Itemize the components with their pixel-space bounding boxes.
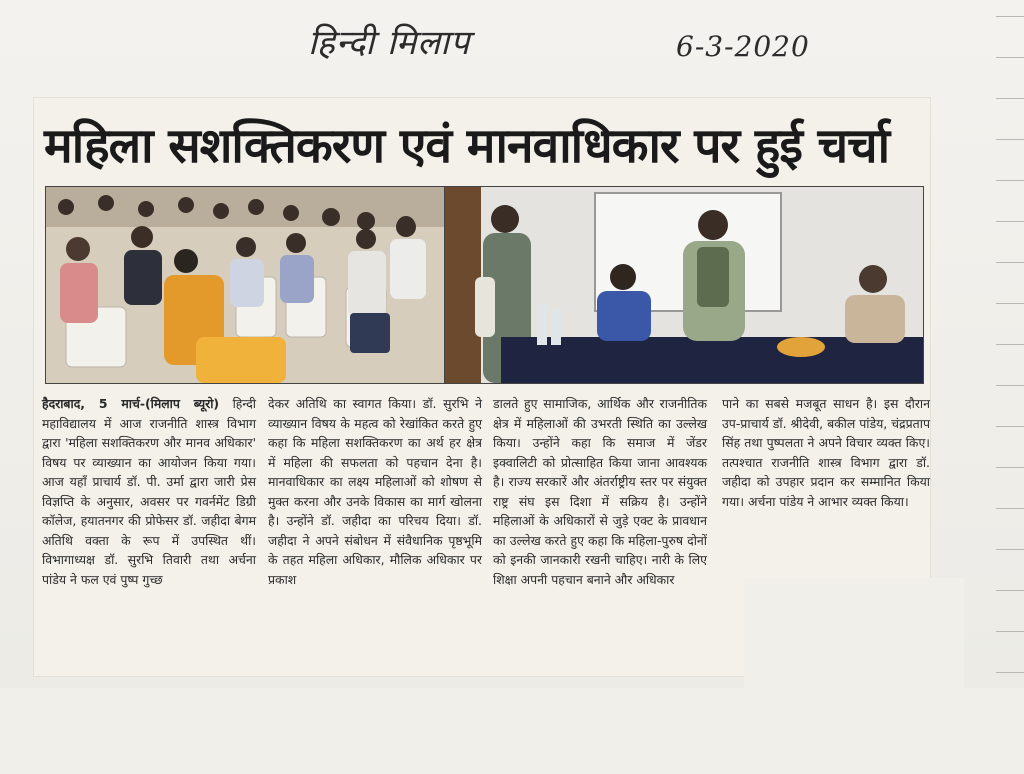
article-column-3 — [493, 394, 707, 589]
ruled-line — [996, 98, 1024, 99]
ruled-line — [996, 57, 1024, 58]
ruled-line — [996, 262, 1024, 263]
handwritten-date: 6-3-2020 — [676, 30, 810, 63]
ruled-line — [996, 426, 1024, 427]
article-column-text: हिन्दी महाविद्यालय में आज राजनीति शास्त्र विभाग द्वारा 'महिला सशक्तिकरण और मानव अधिकार' विषय पर व्याख्यान का आयोजन किया गया। आज यहाँ प्राचार्य डॉ. पी. उर्मा द्वारा जारी प्रेस विज्ञप्ति के अनुसार, अवसर पर गवर्नमेंट डिग्री कॉलेज, हयातनगर की प्रोफेसर डॉ. जहीदा बेगम अतिथि वक्ता के रूप में उपस्थित थीं। विभागाध्यक्ष डॉ. सुरभि तिवारी तथा अर्चना पांडेय ने फल एवं पुष्प गुच्छ — [42, 396, 256, 587]
article-column-text: देकर अतिथि का स्वागत किया। डॉ. सुरभि ने व्याख्यान विषय के महत्व को रेखांकित करते हुए कहा कि महिला सशक्तिकरण का अर्थ हर क्षेत्र में महिला की सफलता को पहचान देना है। मानवाधिकार का लक्ष्य महिलाओं को शोषण से मुक्त करना और उनके विकास का मार्ग खोलना है। उन्होंने डॉ. जहीदा का परिचय दिया। डॉ. जहीदा ने अपने संबोधन में संवैधानिक पृष्ठभूमि के तहत महिला अधिकार, मौलिक अधिकार पर प्रकाश — [268, 396, 482, 587]
ruled-line — [996, 139, 1024, 140]
ruled-line — [996, 590, 1024, 591]
clipping-cut-corner — [744, 578, 964, 774]
ruled-line — [996, 221, 1024, 222]
ruled-line — [996, 303, 1024, 304]
ruled-line — [996, 508, 1024, 509]
article-column-1 — [42, 394, 256, 589]
ruled-line — [996, 16, 1024, 17]
ruled-paper-edge — [994, 0, 1024, 688]
ruled-line — [996, 180, 1024, 181]
stage-photo — [444, 186, 924, 384]
article-dateline: हैदराबाद, 5 मार्च-(मिलाप ब्यूरो) — [42, 396, 220, 411]
ruled-line — [996, 631, 1024, 632]
article-column-4 — [722, 394, 930, 511]
ruled-line — [996, 672, 1024, 673]
article-column-text: डालते हुए सामाजिक, आर्थिक और राजनीतिक क्षेत्र में महिलाओं की उभरती स्थिति का उल्लेख किया। उन्होंने कहा कि समाज में जेंडर इक्वालिटी को प्रोत्साहित किया जाना आवश्यक है। राज्य सरकारें और अंतर्राष्ट्रीय स्तर पर संयुक्त राष्ट्र संघ इस दिशा में सक्रिय है। उन्होंने महिलाओं के अधिकारों से जुड़े एक्ट के प्रावधान का उल्लेख करते हुए कहा कि महिला-पुरुष दोनों को इनकी जानकारी रखनी चाहिए। नारी के लिए शिक्षा अपनी पहचान बनाने और अधिकार — [493, 396, 707, 587]
ruled-line — [996, 467, 1024, 468]
newspaper-clipping — [34, 98, 930, 676]
article-column-2 — [268, 394, 482, 589]
article-headline: महिला सशक्तिकरण एवं मानवाधिकार पर हुई चर्चा — [44, 118, 890, 174]
article-column-text: पाने का सबसे मजबूत साधन है। इस दौरान उप-प्राचार्य डॉ. श्रीदेवी, बकील पांडेय, चंद्रप्रताप सिंह तथा पुष्पलता ने अपने विचार व्यक्त किए। तत्पश्चात राजनीति शास्त्र विभाग द्वारा डॉ. जहीदा को उपहार प्रदान कर सम्मानित किया गया। अर्चना पांडेय ने आभार व्यक्त किया। — [722, 396, 930, 509]
audience-photo — [45, 186, 445, 384]
ruled-line — [996, 385, 1024, 386]
ruled-line — [996, 549, 1024, 550]
ruled-line — [996, 344, 1024, 345]
handwritten-publication-name: हिन्दी मिलाप — [308, 23, 471, 63]
